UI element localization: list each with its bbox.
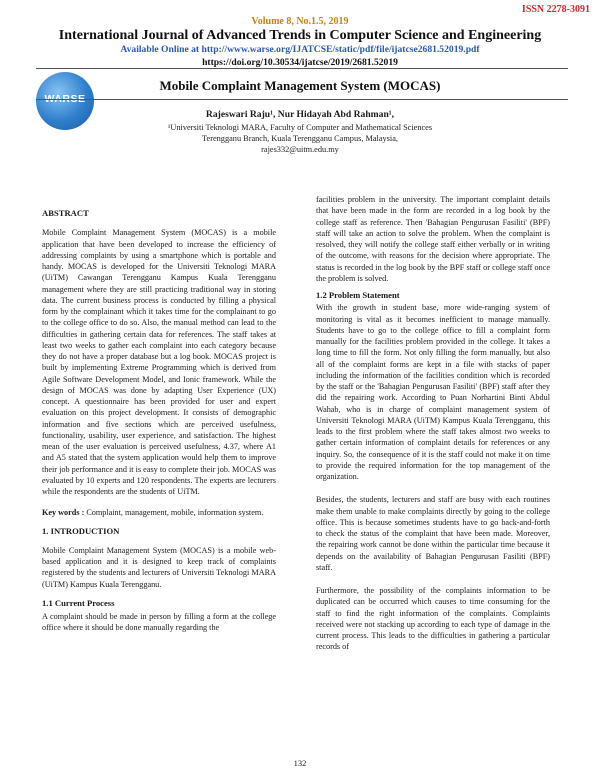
current-process-text-left: A complaint should be made in person by filling a form at the college office where it should be done manually regarding the	[42, 612, 276, 633]
authors: Rajeswari Raju¹, Nur Hidayah Abd Rahman¹,	[205, 109, 395, 120]
author-email: rajes332@uitm.edu.my	[261, 145, 339, 154]
available-online-link[interactable]: Available Online at http://www.warse.org/IJATCSE/static/pdf/file/ijatcse2681.52019.pdf	[120, 44, 480, 55]
keywords-label: Key words :	[42, 508, 85, 518]
page-number: 132	[293, 758, 307, 768]
volume-line: Volume 8, No.1.5, 2019	[251, 16, 349, 27]
current-process-heading: 1.1 Current Process	[42, 597, 115, 608]
title-rule	[36, 99, 568, 100]
problem-statement-p3: Furthermore, the possibility of the complaints information to be duplicated can be occurred which causes to time consuming for the staff to find the right information of the complaints. Complaints received were not stacking up according to each type of damage in the current process. This leads to the difficulties in gathering a particular records of	[316, 586, 550, 652]
abstract-heading: ABSTRACT	[42, 208, 89, 218]
current-process-text-right: facilities problem in the university. The important complaint details that have been made in the form are recorded in a log book by the college staff as reference. Then 'Bahagian Pengurusan Fasiliti' (BPF) staff will take an action to solve the problem. When the complaint is resolved, they will notify the college staff either verbally or in writing of the outcome, with reasons for the decision where appropriate. The status is recorded in the log book by the BPF staff or college staff once the problem is solved.	[316, 195, 550, 283]
journal-title: International Journal of Advanced Trends in Computer Science and Engineering	[58, 28, 542, 43]
problem-statement-p1: With the growth in student base, more wide-ranging system of monitoring is vital as it becomes inefficient to manage manually. Students have to go to the college office to fill a complaint form manually for the facilities problem provided in the college. It takes a long time to fill the form. Not only filling the form manually, but also all of the complaint forms are kept in a file with stacks of paper including the information of the facilities condition which is recorded by the staff or the 'Bahagian Pengurusan Fasiliti' (BPF) staff after they did the repairing work. According to Puan Norhartini Binti Abdul Wahab, who is in charge of complaint management system of Universiti Teknologi MARA (UiTM) Kampus Kuala Terengganu, this leads to the first problem where the staff takes almost two weeks to gather certain information of complaint details for references or any inquiry. So, the consequence of it is the staff could not make it on time to provide the required information for the top management of the organization.	[316, 303, 550, 481]
introduction-heading: 1. INTRODUCTION	[42, 525, 120, 536]
affiliation-line-2: Terengganu Branch, Kuala Terengganu Campus, Malaysia,	[202, 134, 398, 143]
problem-statement-heading: 1.2 Problem Statement	[316, 290, 400, 300]
keywords	[42, 507, 276, 518]
left-column	[42, 208, 276, 634]
paper-title: Mobile Complaint Management System (MOCAS)	[159, 78, 441, 93]
doi-link[interactable]: https://doi.org/10.30534/ijatcse/2019/2681.52019	[202, 57, 398, 68]
header-rule	[36, 68, 568, 69]
abstract-text: Mobile Complaint Management System (MOCAS) is a mobile application that have been developed to increase the efficiency of addressing complaints by using a smartphone which is portable and handy. MOCAS is developed for the Universiti Teknologi MARA (UiTM) Cawangan Terengganu Kampus Kuala Terengganu management where they are still practicing traditional way in storing data. The current business process is conducted by filling a physical form by the complainant which it takes time for the complainant to go to the college office to do so. Also, the manual method can lead to the difficulties in gathering certain data for references. The staff takes at least two weeks to gather each complaint into each category because they do not have a proper database but a log book. MOCAS project is built by implementing Extreme Programming which is derived from Agile Software Development Model, and Ionic framework. While the design of MOCAS was done by adapting User Experience (UX) concept. A questionnaire has been provided for user and expert evaluation on this project development. It consists of demographic information and five sections which are perceived usefulness, functionality, usability, user experience, and satisfaction. The highest mean of the user evaluation is perceived usefulness, 4.37, where A1 and A5 stated that the system application would help them to improve their job performance and it is easy to complete their job. MOCAS was evaluated by 10 experts and 120 respondents. The experts are lecturers while the respondents are the students of UiTM.	[42, 228, 276, 496]
introduction-text: Mobile Complaint Management System (MOCAS) is a mobile web-based application and it is designed to keep track of complaints registered by the students and lecturers of Universiti Teknologi MARA (UiTM) Kampus Kuala Terengganu.	[42, 545, 276, 589]
logo-text: WARSE	[44, 93, 86, 105]
keywords-text: Complaint, management, mobile, information system.	[84, 508, 264, 518]
right-column	[316, 194, 550, 653]
problem-statement-p2: Besides, the students, lecturers and staff are busy with each routines make them unable to make complaints directly by going to the college office. This is because sometimes students have to go back-and-forth to check the status of the complaint that have been made. Moreover, the repairing work cannot be done within the particular time because it depends on the availability of Bahagian Pengurusan Fasiliti (BPF) staff.	[316, 495, 550, 572]
issn-label: ISSN 2278-3091	[521, 4, 590, 15]
affiliation-line-1: ¹Universiti Teknologi MARA, Faculty of Computer and Mathematical Sciences	[167, 123, 433, 132]
